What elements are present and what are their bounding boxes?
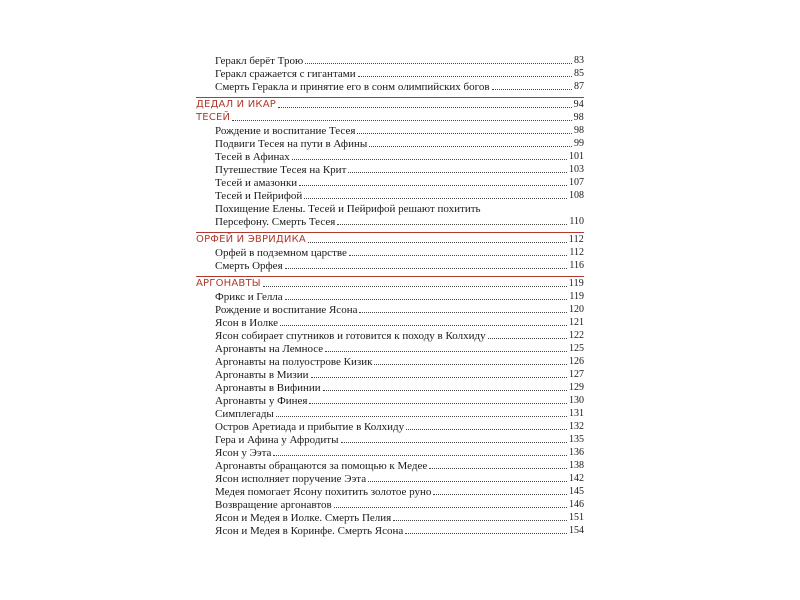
toc-entry-page: 103: [569, 164, 584, 175]
toc-entry-page: 121: [569, 317, 584, 328]
toc-entry-title: Аргонавты в Мизии: [215, 369, 309, 381]
toc-entry-title: Аргонавты обращаются за помощью к Медее: [215, 460, 428, 472]
toc-entry-title: Тесей и Пейрифой: [215, 190, 303, 202]
toc-entry-page: 129: [569, 382, 584, 393]
toc-entry: [196, 433, 584, 446]
dot-leader: [263, 286, 567, 287]
toc-entry-title: Похищение Елены. Тесей и Пейрифой решают похитить: [215, 203, 481, 215]
dot-leader: [278, 107, 572, 108]
dot-leader: [369, 146, 572, 147]
toc-entry-page: 112: [569, 247, 584, 258]
dot-leader: [349, 255, 567, 256]
toc-entry-title: Гера и Афина у Афродиты: [215, 434, 339, 446]
toc-entry-title: Аргонавты у Финея: [215, 395, 308, 407]
toc-entry-title: Геракл сражается с гигантами: [215, 68, 356, 80]
toc-entry: [196, 150, 584, 163]
toc-section-title: ОРФЕЙ И ЭВРИДИКА: [196, 234, 306, 245]
toc-entry: [196, 342, 584, 355]
toc-entry: [196, 189, 584, 202]
toc-entry: [196, 215, 584, 228]
toc-entry: [196, 511, 584, 524]
toc-entry: [196, 80, 584, 93]
toc-entry-title: Аргонавты на Лемносе: [215, 343, 324, 355]
toc-entry-title: Тесей в Афинах: [215, 151, 290, 163]
dot-leader: [348, 172, 567, 173]
toc-entry-page: 108: [569, 190, 584, 201]
toc-entry-title: Подвиги Тесея на пути в Афины: [215, 138, 368, 150]
toc-entry: [196, 459, 584, 472]
toc-entry: [196, 329, 584, 342]
toc-entry-page: 132: [569, 421, 584, 432]
dot-leader: [273, 455, 567, 456]
toc-entry-title: Ясон и Медея в Иолке. Смерть Пелия: [215, 512, 392, 524]
toc-entry: [196, 446, 584, 459]
toc-entry: [196, 303, 584, 316]
toc-entry: [196, 290, 584, 303]
toc-entry-title: Геракл берёт Трою: [215, 55, 304, 67]
toc-entry: [196, 176, 584, 189]
toc-entry-page: 127: [569, 369, 584, 380]
dot-leader: [299, 185, 567, 186]
dot-leader: [374, 364, 567, 365]
toc-entry-title: Путешествие Тесея на Крит: [215, 164, 347, 176]
dot-leader: [433, 494, 567, 495]
toc-entry-title: Рождение и воспитание Ясона: [215, 304, 358, 316]
dot-leader: [280, 325, 567, 326]
toc-entry-title: Смерть Геракла и принятие его в сонм олимпийских богов: [215, 81, 490, 93]
dot-leader: [276, 416, 567, 417]
toc-entry: [196, 394, 584, 407]
toc-entry: [196, 368, 584, 381]
toc-entry: [196, 355, 584, 368]
toc-entry: [196, 524, 584, 537]
toc-section-title: ДЕДАЛ И ИКАР: [196, 99, 276, 110]
dot-leader: [334, 507, 567, 508]
toc-entry: [196, 54, 584, 67]
dot-leader: [405, 533, 567, 534]
toc-entry-title: Орфей в подземном царстве: [215, 247, 347, 259]
dot-leader: [311, 377, 567, 378]
toc-section-page: 112: [568, 234, 584, 245]
toc-entry-page: 145: [569, 486, 584, 497]
dot-leader: [308, 242, 567, 243]
toc-entry: [196, 472, 584, 485]
toc-entry-title: Симплегады: [215, 408, 274, 420]
toc-entry-title: Ясон исполняет поручение Ээта: [215, 473, 367, 485]
dot-leader: [232, 120, 571, 121]
toc-entry: [196, 420, 584, 433]
toc-entry-page: 146: [569, 499, 584, 510]
toc-entry-page: 116: [569, 260, 584, 271]
toc-entry-line1: [196, 202, 584, 215]
toc-entry: [196, 67, 584, 80]
toc-entry-title: Медея помогает Ясону похитить золотое руно: [215, 486, 432, 498]
toc-entry-page: 154: [569, 525, 584, 536]
dot-leader: [488, 338, 567, 339]
toc-entry-title: Аргонавты в Вифинии: [215, 382, 321, 394]
toc-entry-title: Смерть Орфея: [215, 260, 283, 272]
toc-entry: [196, 381, 584, 394]
dot-leader: [393, 520, 567, 521]
toc-entry: [196, 124, 584, 137]
argonauts-entries: [196, 290, 584, 537]
toc-section-orpheus: [196, 233, 584, 246]
toc-entry-title: Фрикс и Гелла: [215, 291, 283, 303]
toc-entry-page: 98: [574, 125, 584, 136]
dot-leader: [341, 442, 568, 443]
toc-entry-page: 122: [569, 330, 584, 341]
dot-leader: [323, 390, 567, 391]
toc-entry-page: 130: [569, 395, 584, 406]
toc-entry-page: 138: [569, 460, 584, 471]
toc-entry-page: 87: [574, 81, 584, 92]
toc-entry-page: 85: [574, 68, 584, 79]
toc-entry-page: 120: [569, 304, 584, 315]
toc-section-title: ТЕСЕЙ: [196, 112, 231, 123]
toc-entry: [196, 485, 584, 498]
toc-entry-page: 136: [569, 447, 584, 458]
toc-entry-title: Персефону. Смерть Тесея: [215, 216, 336, 228]
toc-section-theseus: [196, 111, 584, 124]
dot-leader: [358, 76, 572, 77]
toc-entry-page: 142: [569, 473, 584, 484]
toc-entry-page: 126: [569, 356, 584, 367]
toc-entry: [196, 259, 584, 272]
toc-entry-page: 125: [569, 343, 584, 354]
toc-section-page: 119: [568, 278, 584, 289]
toc-section-argonauts: [196, 277, 584, 290]
toc-entry: [196, 246, 584, 259]
toc-entry: [196, 498, 584, 511]
dot-leader: [337, 224, 567, 225]
toc-entry-page: 101: [569, 151, 584, 162]
toc-entry-title: Аргонавты на полуострове Кизик: [215, 356, 373, 368]
dot-leader: [309, 403, 567, 404]
toc-section-page: 98: [573, 112, 584, 123]
dot-leader: [359, 312, 567, 313]
dot-leader: [285, 268, 568, 269]
toc-entry-title: Остров Аретиада и прибытие в Колхиду: [215, 421, 405, 433]
dot-leader: [304, 198, 567, 199]
dot-leader: [292, 159, 567, 160]
toc-section-title: АРГОНАВТЫ: [196, 278, 261, 289]
dot-leader: [429, 468, 567, 469]
toc-entry-page: 135: [569, 434, 584, 445]
toc-entry-title: Рождение и воспитание Тесея: [215, 125, 356, 137]
toc-entry-page: 131: [569, 408, 584, 419]
toc-entry-title: Ясон у Ээта: [215, 447, 272, 459]
dot-leader: [368, 481, 567, 482]
toc-entry-page: 107: [569, 177, 584, 188]
toc-section-page: 94: [573, 99, 584, 110]
dot-leader: [357, 133, 572, 134]
toc-section-daedalus: [196, 98, 584, 111]
toc-entry-title: Ясон и Медея в Коринфе. Смерть Ясона: [215, 525, 404, 537]
toc-entry-title: Тесей и амазонки: [215, 177, 298, 189]
table-of-contents: [196, 54, 584, 537]
toc-entry: [196, 316, 584, 329]
dot-leader: [406, 429, 567, 430]
toc-entry: [196, 407, 584, 420]
toc-entry-page: 83: [574, 55, 584, 66]
toc-entry-page: 99: [574, 138, 584, 149]
dot-leader: [325, 351, 567, 352]
toc-entry-title: Ясон собирает спутников и готовится к походу в Колхиду: [215, 330, 486, 342]
toc-entry: [196, 163, 584, 176]
toc-entry-title: Ясон в Иолке: [215, 317, 279, 329]
toc-entry-page: 119: [569, 291, 584, 302]
dot-leader: [492, 89, 572, 90]
toc-entry-page: 151: [569, 512, 584, 523]
toc-entry-title: Возвращение аргонавтов: [215, 499, 332, 511]
dot-leader: [305, 63, 572, 64]
toc-entry-page: 110: [569, 216, 584, 227]
dot-leader: [285, 299, 568, 300]
toc-entry: [196, 137, 584, 150]
